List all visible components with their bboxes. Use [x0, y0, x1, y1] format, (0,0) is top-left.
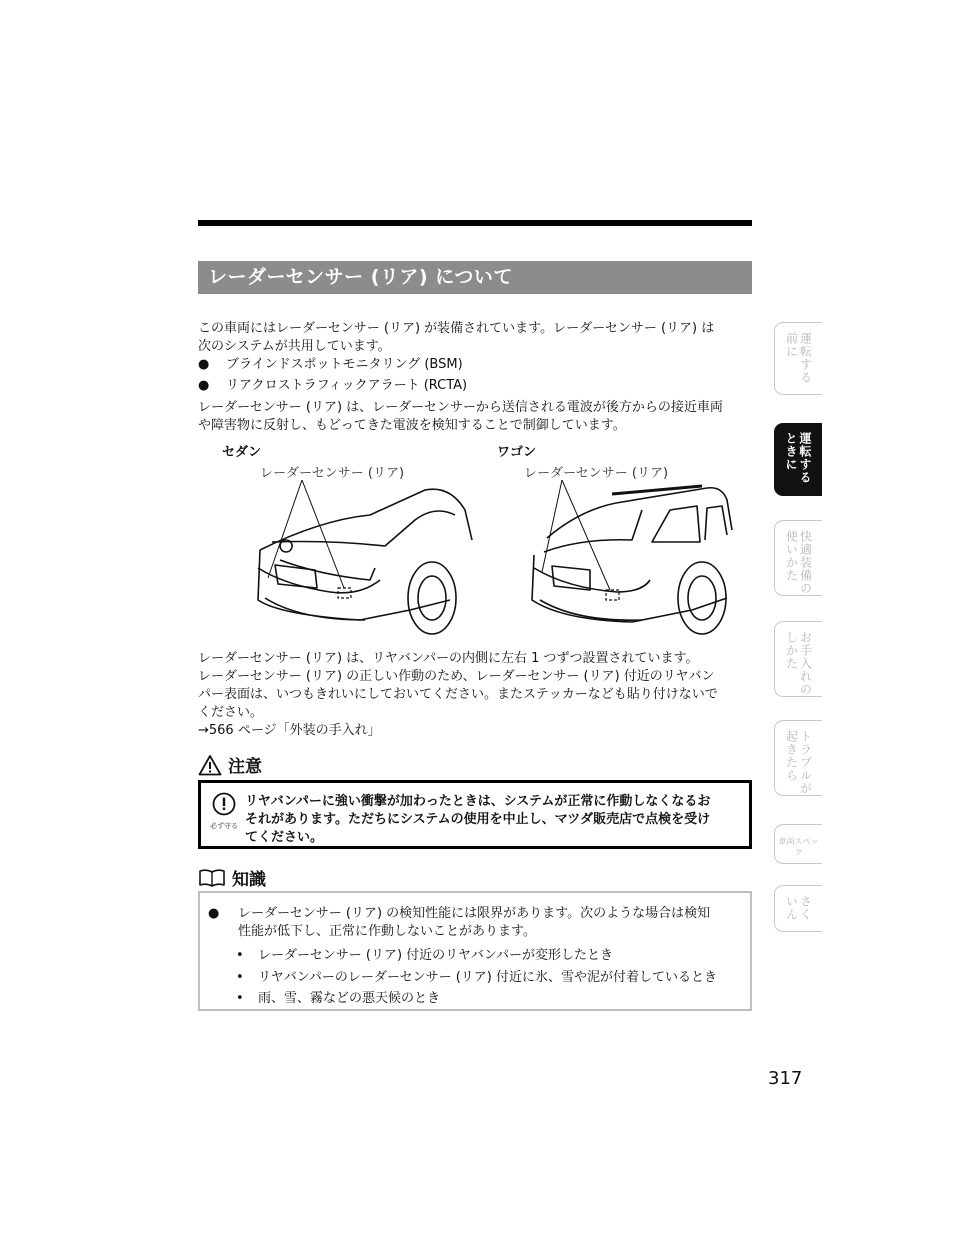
- installation-line-1: レーダーセンサー (リア) は、リヤバンパーの内側に左右 1 つずつ設置されています。: [198, 651, 699, 666]
- side-tab-label: お手入れのしかた: [784, 631, 813, 696]
- caution-line-3: てください。: [245, 830, 324, 845]
- knowledge-heading: [198, 865, 266, 890]
- knowledge-sub-item: [236, 947, 613, 965]
- intro-paragraph: [198, 320, 754, 356]
- wagon-label: ワゴン: [497, 445, 537, 460]
- installation-paragraph: [198, 650, 754, 740]
- system-label: ブラインドスポットモニタリング (BSM): [226, 357, 463, 372]
- caution-heading-text: 注意: [228, 757, 262, 777]
- intro-line-1: この車両にはレーダーセンサー (リア) が装備されています。レーダーセンサー (リア) は: [198, 321, 715, 336]
- bullet: •: [236, 970, 244, 985]
- side-tab-maintenance[interactable]: [774, 621, 822, 697]
- page-reference-link[interactable]: →566 ページ「外装の手入れ」: [198, 723, 381, 738]
- caution-line-1: リヤバンパーに強い衝撃が加わったときは、システムが正常に作動しなくなるお: [245, 794, 711, 809]
- side-tab-label: 運転するときに: [784, 432, 812, 484]
- side-tab-label: トラブルが起きたら: [784, 730, 813, 795]
- knowledge-heading-text: 知識: [232, 870, 266, 890]
- sedan-rear-illustration: [250, 480, 480, 645]
- page-number: 317: [768, 1068, 803, 1089]
- system-label: リアクロストラフィックアラート (RCTA): [226, 378, 468, 393]
- side-tab-label: 車両スペック: [778, 837, 819, 857]
- open-book-icon: [198, 868, 226, 888]
- installation-line-3: パー表面は、いつもきれいにしておいてください。またステッカーなども貼り付けないで: [198, 687, 718, 702]
- system-item-bsm: [198, 356, 463, 374]
- side-tab-comfort-equipment[interactable]: [774, 520, 822, 596]
- bullet: •: [236, 991, 244, 1006]
- side-tab-before-driving[interactable]: [774, 322, 822, 395]
- side-tab-while-driving[interactable]: [774, 423, 822, 496]
- must-follow-label: 必ず守る: [210, 822, 238, 830]
- knowledge-sub-text: レーダーセンサー (リア) 付近のリヤバンパーが変形したとき: [258, 948, 613, 963]
- description-line-1: レーダーセンサー (リア) は、レーダーセンサーから送信される電波が後方からの接近車両: [198, 400, 723, 415]
- installation-line-4: ください。: [198, 705, 264, 720]
- knowledge-main-line-1: レーダーセンサー (リア) の検知性能には限界があります。次のような場合は検知: [238, 906, 711, 921]
- caution-line-2: それがあります。ただちにシステムの使用を中止し、マツダ販売店で点検を受け: [245, 812, 711, 827]
- system-item-rcta: [198, 377, 467, 395]
- installation-line-2: レーダーセンサー (リア) の正しい作動のため、レーダーセンサー (リア) 付近のリヤバン: [198, 669, 715, 684]
- wagon-sensor-callout: レーダーセンサー (リア): [524, 466, 669, 481]
- bullet: ●: [208, 906, 220, 921]
- side-tab-index[interactable]: [774, 885, 822, 932]
- knowledge-main-item: [208, 905, 738, 941]
- knowledge-sub-item: [236, 969, 717, 987]
- side-tab-label: 運転する前に: [784, 332, 813, 384]
- side-tab-label: 快適装備の使いかた: [784, 530, 813, 595]
- knowledge-sub-item: [236, 990, 440, 1008]
- exclamation-circle-icon: [212, 792, 236, 816]
- intro-line-2: 次のシステムが共用しています。: [198, 339, 391, 354]
- bullet: •: [236, 948, 244, 963]
- side-tab-specifications[interactable]: [774, 824, 822, 864]
- sedan-label: セダン: [222, 445, 262, 460]
- top-rule: [198, 220, 752, 226]
- side-tab-label: さくいん: [784, 895, 813, 921]
- knowledge-main-line-2: 性能が低下し、正常に作動しないことがあります。: [238, 924, 536, 939]
- must-follow-badge: [209, 792, 239, 831]
- caution-heading: [198, 752, 262, 777]
- section-title: レーダーセンサー (リア) について: [198, 261, 752, 294]
- description-paragraph: [198, 399, 754, 435]
- description-line-2: や障害物に反射し、もどってきた電波を検知することで制御しています。: [198, 418, 626, 433]
- wagon-rear-illustration: [522, 480, 750, 645]
- knowledge-box: [198, 891, 752, 1011]
- sedan-sensor-callout: レーダーセンサー (リア): [260, 466, 405, 481]
- warning-triangle-icon: [198, 754, 222, 776]
- side-tab-troubleshooting[interactable]: [774, 720, 822, 796]
- bullet: ●: [198, 378, 210, 393]
- knowledge-sub-text: リヤバンパーのレーダーセンサー (リア) 付近に氷、雪や泥が付着しているとき: [258, 970, 717, 985]
- knowledge-sub-text: 雨、雪、霧などの悪天候のとき: [258, 991, 441, 1006]
- caution-text: [245, 793, 745, 847]
- bullet: ●: [198, 357, 210, 372]
- caution-box: [198, 780, 752, 849]
